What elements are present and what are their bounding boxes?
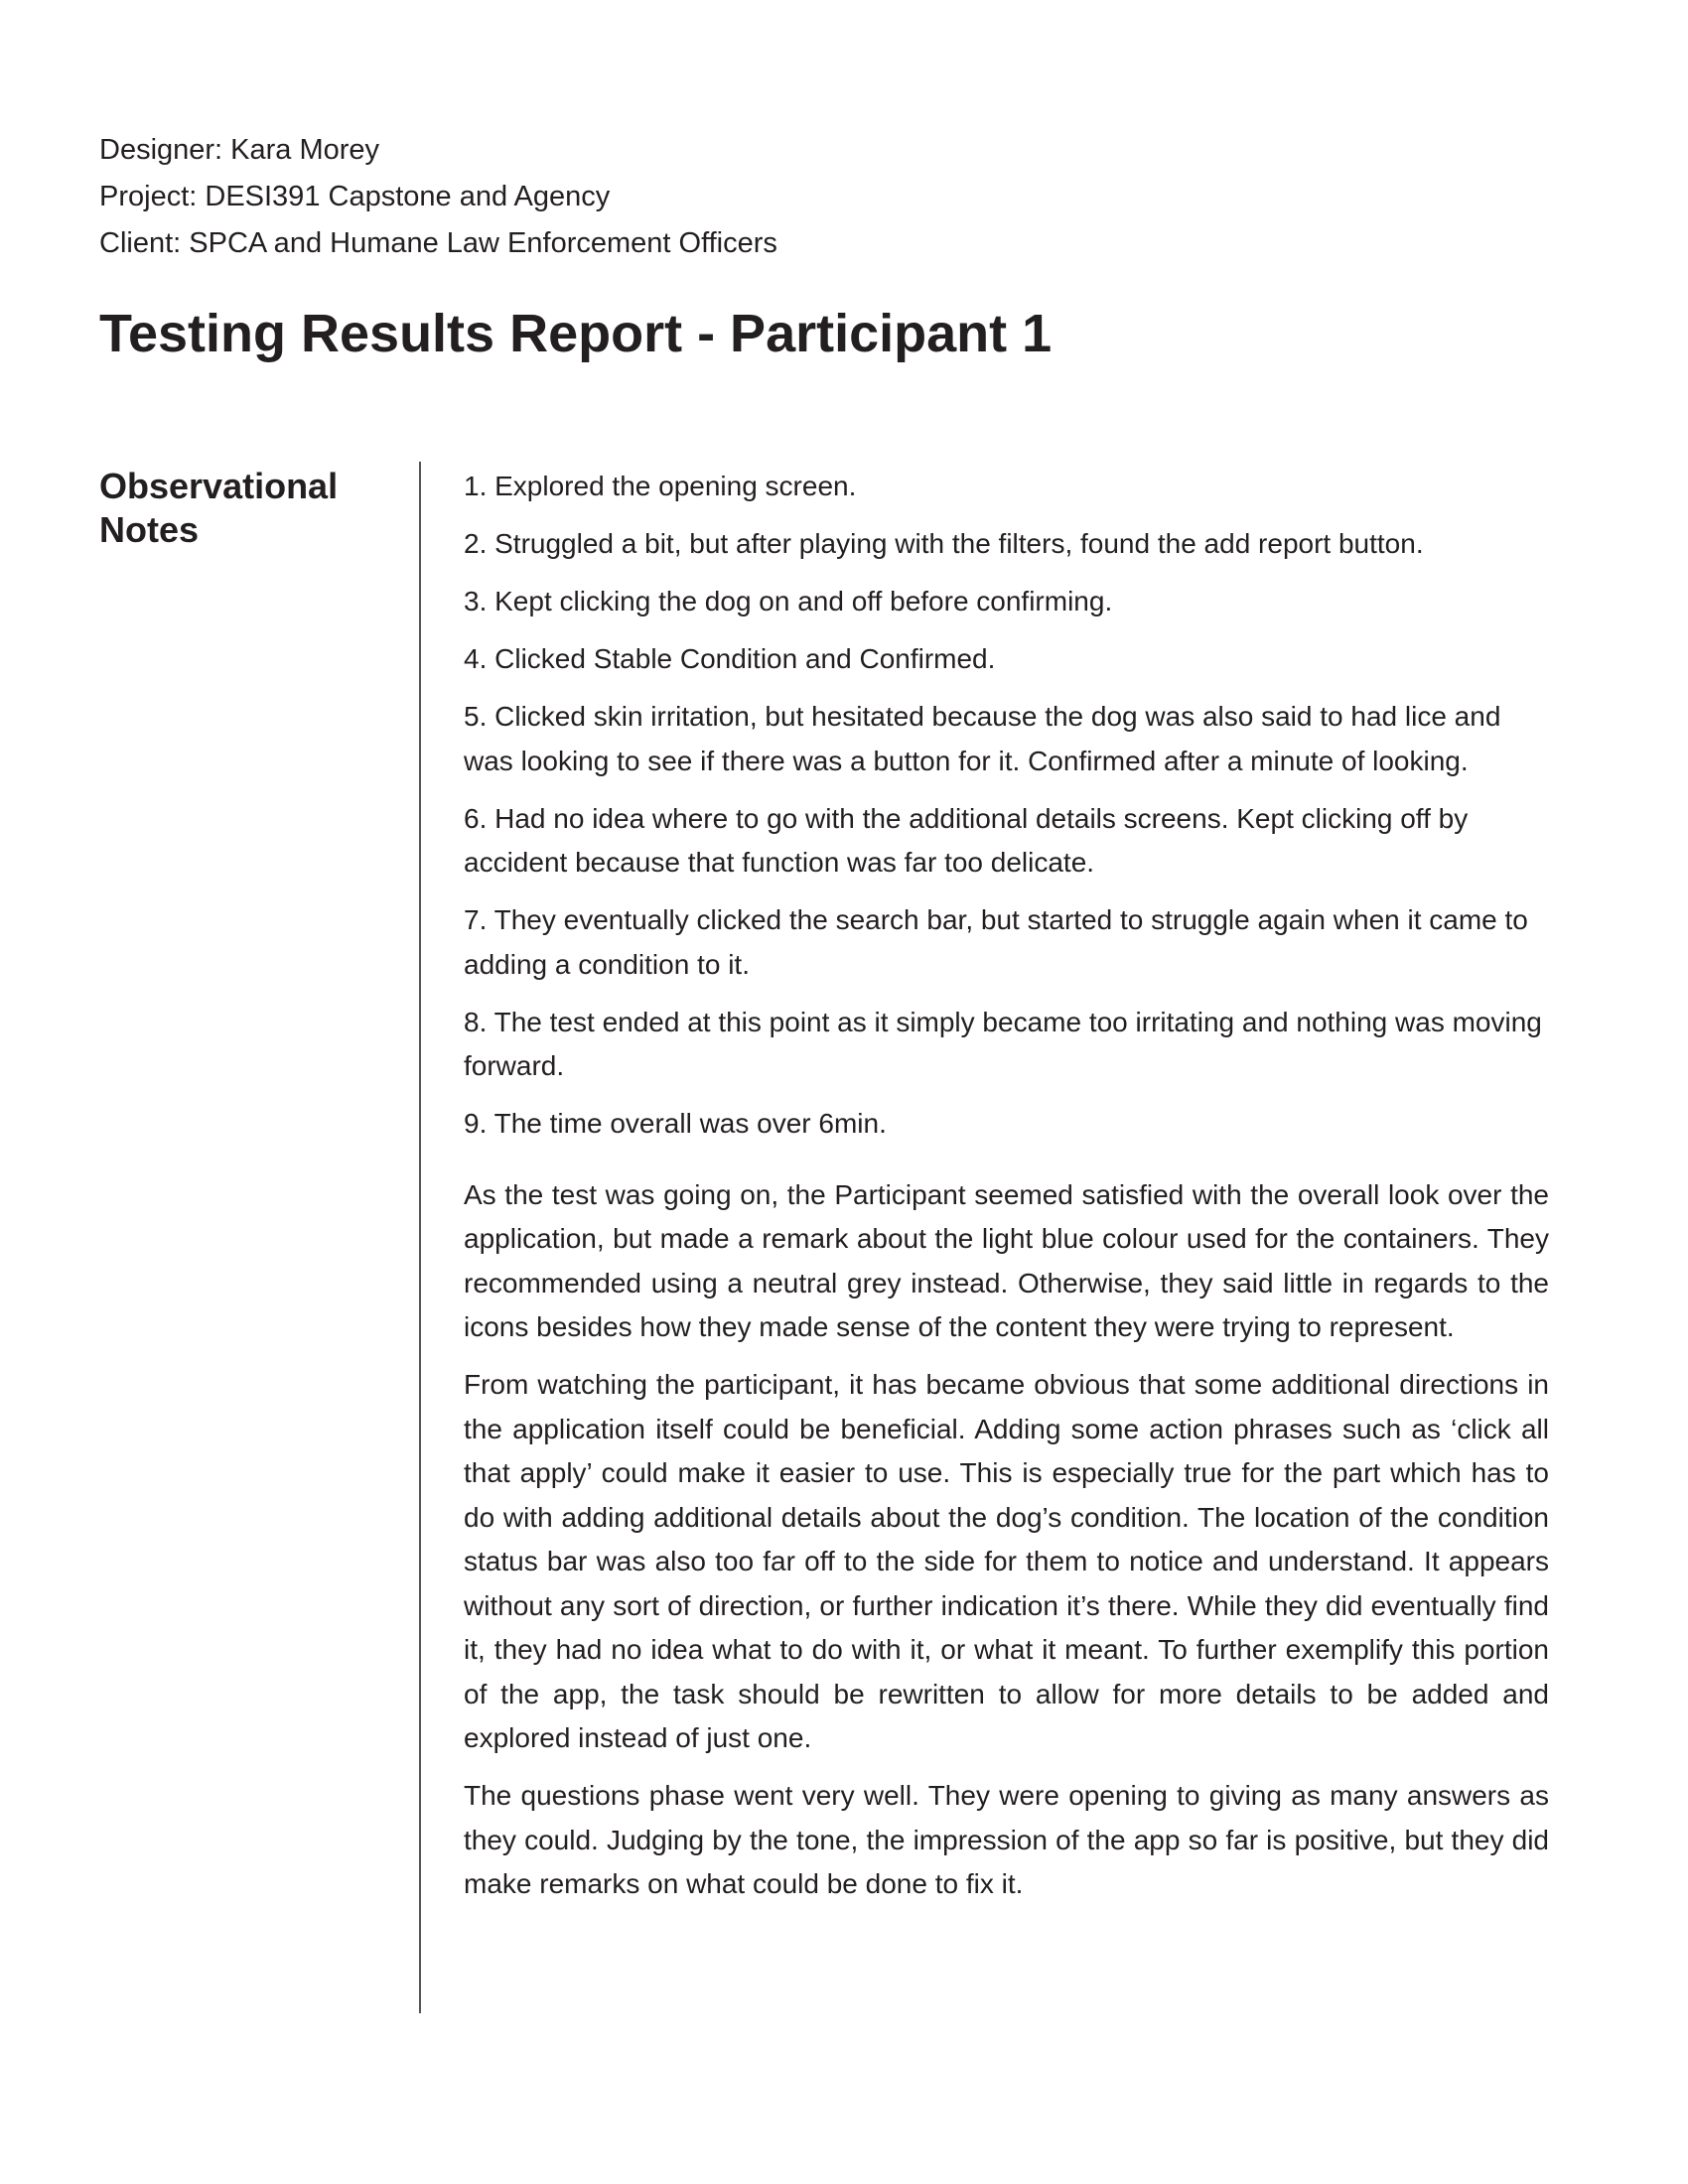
observation-item: 2. Struggled a bit, but after playing with the filters, found the add report button. <box>464 528 1424 559</box>
project-line: Project: DESI391 Capstone and Agency <box>99 181 611 212</box>
observation-item: 1. Explored the opening screen. <box>464 471 857 501</box>
observation-item: 8. The test ended at this point as it simply became too irritating and nothing was moving forward. <box>464 1006 1542 1081</box>
summary-paragraph: As the test was going on, the Participant seemed satisfied with the overall look over the application, but made a remark about the light blue colour used for the containers. They recommended using a neutral grey instead. Otherwise, they said little in regards to the icons besides how they made sense of the content they were trying to represent. <box>464 1178 1549 1342</box>
page-title: Testing Results Report - Participant 1 <box>99 304 1053 363</box>
document-meta <box>99 127 1192 267</box>
observation-item: 6. Had no idea where to go with the additional details screens. Kept clicking off by accident because that function was far too delicate. <box>464 802 1469 878</box>
summary-paragraph: From watching the participant, it has became obvious that some additional directions in the application itself could be beneficial. Adding some action phrases such as ‘click all that apply’ could make it easier to use. This is especially true for the part which has to do with adding additional details about the dog’s condition. The location of the condition status bar was also too far off to the side for them to notice and understand. It appears without any sort of direction, or further indication it’s there. While they did eventually find it, they had no idea what to do with it, or what it meant. To further exemplify this portion of the app, the task should be rewritten to allow for more details to be added and explored instead of just one. <box>464 1369 1549 1753</box>
observation-item: 5. Clicked skin irritation, but hesitated because the dog was also said to had lice and was looking to see if there was a button for it. Confirmed after a minute of looking. <box>464 701 1501 776</box>
observations-content <box>464 465 1549 1920</box>
vertical-divider <box>419 462 421 2013</box>
observation-item: 7. They eventually clicked the search bar, but started to struggle again when it came to adding a condition to it. <box>464 904 1528 980</box>
observation-list <box>464 465 1549 1147</box>
section-label: Observational Notes <box>99 466 339 550</box>
designer-line: Designer: Kara Morey <box>99 134 380 166</box>
observation-item: 4. Clicked Stable Condition and Confirmed. <box>464 643 996 674</box>
client-line: Client: SPCA and Humane Law Enforcement Officers <box>99 227 777 259</box>
summary-paragraph: The questions phase went very well. They were opening to giving as many answers as they could. Judging by the tone, the impression of the app so far is positive, but they did make remarks on what could be done to fix it. <box>464 1780 1549 1899</box>
observation-item: 3. Kept clicking the dog on and off before confirming. <box>464 586 1113 616</box>
observation-item: 9. The time overall was over 6min. <box>464 1108 887 1139</box>
summary-paragraphs <box>464 1173 1549 1907</box>
